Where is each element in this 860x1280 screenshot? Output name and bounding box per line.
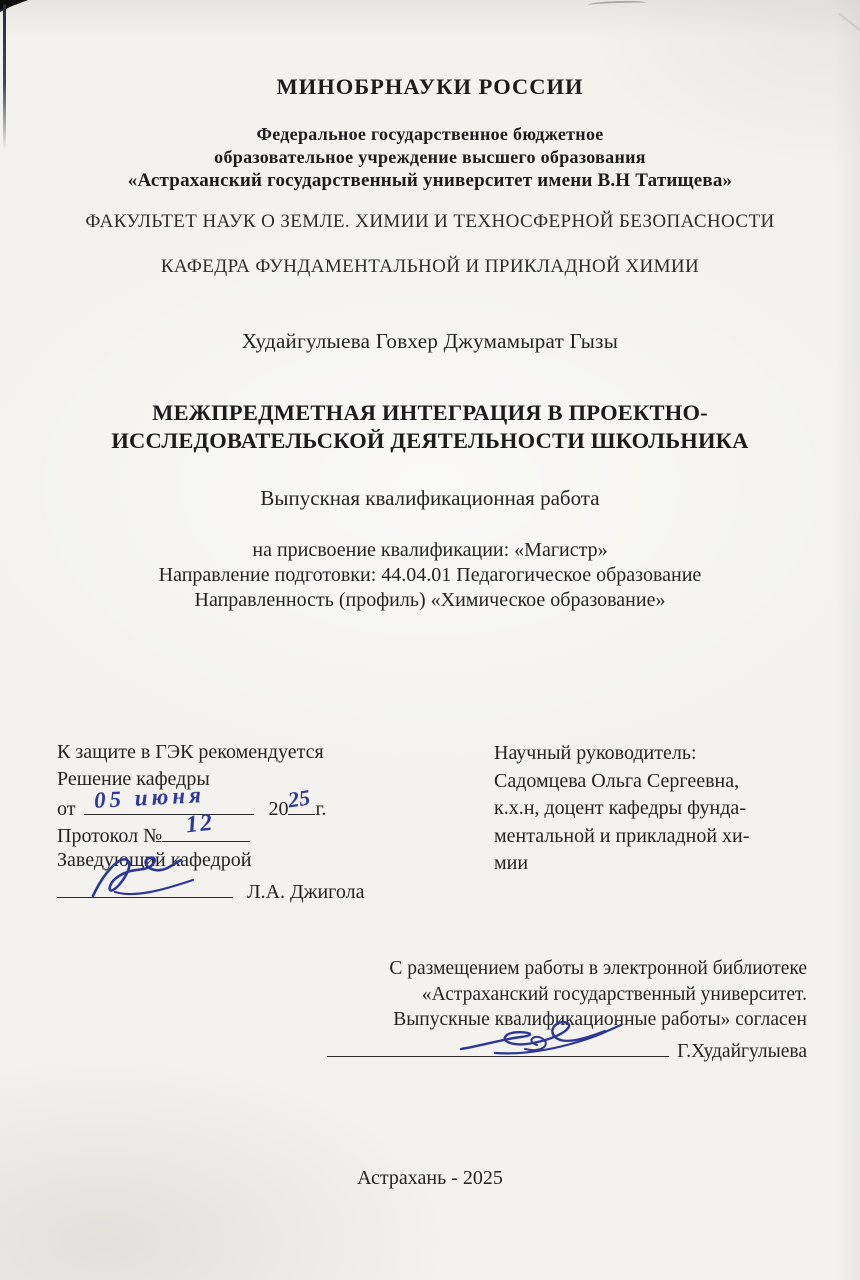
ministry-header: МИНОБРНАУКИ РОССИИ xyxy=(276,74,584,99)
signature-blank-line xyxy=(57,878,233,898)
library-consent-block xyxy=(325,958,807,1067)
institution-line-1: Федеральное государственное бюджетное xyxy=(256,124,604,144)
department-name: КАФЕДРА ФУНДАМЕНТАЛЬНОЙ И ПРИКЛАДНОЙ ХИМИИ xyxy=(160,256,700,277)
thesis-title-line-1: МЕЖПРЕДМЕТНАЯ ИНТЕГРАЦИЯ В ПРОЕКТНО- xyxy=(152,400,708,425)
scan-corner-scratch-artifact xyxy=(839,13,860,33)
supervisor-block xyxy=(494,741,824,879)
supervisor-name: Садомцева Ольга Сергеевна, xyxy=(494,769,740,792)
department-head-label: Заведующий кафедрой xyxy=(57,849,252,871)
year-prefix-label: 20 xyxy=(268,798,289,820)
institution-line-3: «Астраханский государственный университет имени В.Н Татищева» xyxy=(127,170,733,191)
protocol-label: Протокол № xyxy=(57,825,163,847)
date-blank-line xyxy=(84,782,254,815)
scan-scratch-artifact xyxy=(588,0,646,8)
city-year-line: Астрахань - 2025 xyxy=(357,1167,503,1189)
study-direction-line: Направление подготовки: 44.04.01 Педагогическое образование xyxy=(158,564,702,586)
approval-block xyxy=(57,741,467,905)
supervisor-degree-line: к.х.н, доцент кафедры фунда- xyxy=(494,797,746,819)
handwritten-date: 05 июня xyxy=(93,782,206,813)
consent-line-3: Выпускные квалификационные работы» согласен xyxy=(393,1009,807,1030)
approval-date-line xyxy=(57,782,467,822)
student-signature xyxy=(455,1015,645,1065)
year-blank-line xyxy=(286,784,315,815)
thesis-title-line-2: ИССЛЕДОВАТЕЛЬСКОЙ ДЕЯТЕЛЬНОСТИ ШКОЛЬНИКА xyxy=(111,428,749,453)
date-prefix-label: от xyxy=(57,798,76,820)
student-signer-name: Г.Худайгулыева xyxy=(677,1040,807,1062)
department-head-name: Л.А. Джигола xyxy=(247,881,365,903)
student-signature-line xyxy=(325,1037,807,1067)
handwritten-year: 25 xyxy=(286,784,313,813)
faculty-name: ФАКУЛЬТЕТ НАУК О ЗЕМЛЕ. ХИМИИ И ТЕХНОСФЕРНОЙ БЕЗОПАСНОСТИ xyxy=(85,211,775,232)
institution-line-2: образовательное учреждение высшего образования xyxy=(214,147,646,167)
approval-decision-line: Решение кафедры xyxy=(57,768,210,790)
consent-line-2: «Астраханский государственный университет. xyxy=(421,983,807,1005)
approval-recommendation-line: К защите в ГЭК рекомендуется xyxy=(57,741,324,763)
supervisor-department-line-end: мии xyxy=(494,852,529,874)
consent-line-1: С размещением работы в электронной библиотеке xyxy=(389,958,807,979)
protocol-blank-line xyxy=(162,809,250,842)
handwritten-protocol-number: 12 xyxy=(184,809,216,839)
department-head-signature xyxy=(85,846,215,906)
work-type: Выпускная квалификационная работа xyxy=(260,486,600,510)
study-profile-line: Направленность (профиль) «Химическое образование» xyxy=(194,589,666,611)
qualification-line: на присвоение квалификации: «Магистр» xyxy=(252,539,608,561)
supervisor-label: Научный руководитель: xyxy=(494,742,697,764)
author-name: Худайгулыева Говхер Джумамырат Гызы xyxy=(241,329,619,353)
year-suffix-label: г. xyxy=(315,798,327,820)
supervisor-department-line: ментальной и прикладной хи- xyxy=(494,824,750,847)
department-head-signature-line xyxy=(57,878,467,905)
